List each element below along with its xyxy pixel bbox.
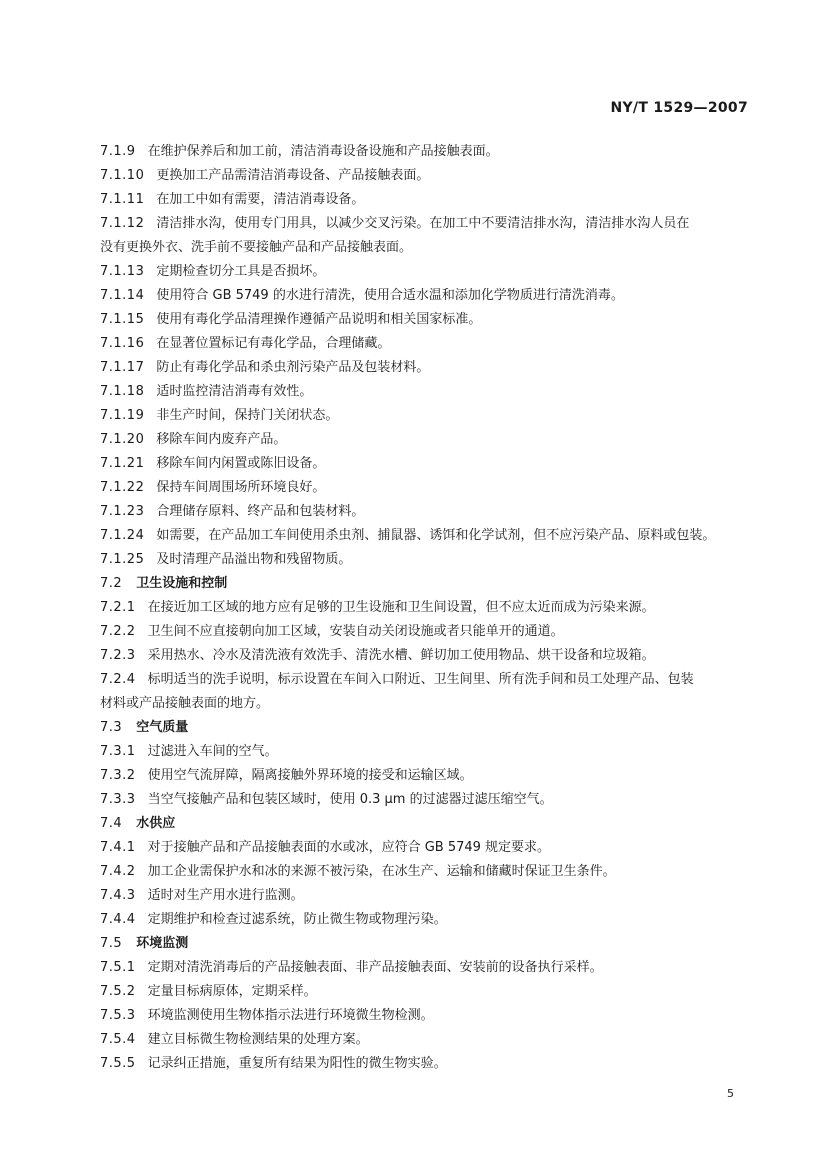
clause bbox=[100, 884, 746, 908]
clause-line bbox=[100, 884, 746, 908]
section-heading bbox=[100, 812, 746, 836]
clause-line bbox=[100, 404, 746, 428]
clause-number: 7.4.4 bbox=[100, 912, 136, 927]
clause-number: 7.1.24 bbox=[100, 528, 145, 543]
clause-number: 7.5.5 bbox=[100, 1056, 136, 1071]
clause-text: 如需要，在产品加工车间使用杀虫剂、捕鼠器、诱饵和化学试剂，但不应污染产品、原料或包装。 bbox=[156, 528, 716, 543]
clause bbox=[100, 908, 746, 932]
clause-number: 7.1.19 bbox=[100, 408, 145, 423]
clause-text: 清洁排水沟，使用专门用具，以减少交叉污染。在加工中不要清洁排水沟，清洁排水沟人员在 bbox=[156, 216, 690, 231]
clause-text: 建立目标微生物检测结果的处理方案。 bbox=[147, 1032, 369, 1047]
clause-number: 7.1.15 bbox=[100, 312, 145, 327]
clause-text: 没有更换外衣、洗手前不要接触产品和产品接触表面。 bbox=[100, 240, 413, 255]
clause-number: 7.4.3 bbox=[100, 888, 136, 903]
clause-line bbox=[100, 788, 746, 812]
clause-number: 7.1.11 bbox=[100, 192, 145, 207]
clause bbox=[100, 356, 746, 380]
heading-text: 卫生设施和控制 bbox=[136, 576, 228, 591]
clause-text: 当空气接触产品和包装区域时，使用 0.3 μm 的过滤器过滤压缩空气。 bbox=[147, 792, 553, 807]
clause-line bbox=[100, 548, 746, 572]
clause-number: 7.2.1 bbox=[100, 600, 136, 615]
clause-line bbox=[100, 836, 746, 860]
clause-line bbox=[100, 596, 746, 620]
clause bbox=[100, 836, 746, 860]
clause-number: 7.4.2 bbox=[100, 864, 136, 879]
clause-text: 记录纠正措施，重复所有结果为阳性的微生物实验。 bbox=[147, 1056, 447, 1071]
heading-text: 空气质量 bbox=[136, 720, 189, 735]
clause bbox=[100, 1004, 746, 1028]
clause-text: 适时对生产用水进行监测。 bbox=[147, 888, 304, 903]
clause-line bbox=[100, 692, 746, 716]
heading-text: 环境监测 bbox=[136, 936, 189, 951]
clause-text: 使用符合 GB 5749 的水进行清洗，使用合适水温和添加化学物质进行清洗消毒。 bbox=[156, 288, 624, 303]
clause-line bbox=[100, 524, 746, 548]
clause-number: 7.5.3 bbox=[100, 1008, 136, 1023]
clause-number: 7.5.4 bbox=[100, 1032, 136, 1047]
clause-number: 7.1.21 bbox=[100, 456, 145, 471]
clause-line bbox=[100, 644, 746, 668]
clause-number: 7.5 bbox=[100, 936, 123, 951]
section-heading bbox=[100, 716, 746, 740]
clause-text: 采用热水、冷水及清洗液有效洗手、清洗水槽、鲜切加工使用物品、烘干设备和垃圾箱。 bbox=[147, 648, 655, 663]
clause-number: 7.2.4 bbox=[100, 672, 136, 687]
clause bbox=[100, 260, 746, 284]
clause-text: 适时监控清洁消毒有效性。 bbox=[156, 384, 313, 399]
clause-text: 防止有毒化学品和杀虫剂污染产品及包装材料。 bbox=[156, 360, 430, 375]
clause-text: 合理储存原料、终产品和包装材料。 bbox=[156, 504, 365, 519]
clause-number: 7.3.3 bbox=[100, 792, 136, 807]
clause-number: 7.5.1 bbox=[100, 960, 136, 975]
clause-line bbox=[100, 284, 746, 308]
clause-number: 7.2.3 bbox=[100, 648, 136, 663]
clause-line bbox=[100, 188, 746, 212]
clause-text: 材料或产品接触表面的地方。 bbox=[100, 696, 270, 711]
clause-text: 移除车间内废弃产品。 bbox=[156, 432, 287, 447]
section-heading bbox=[100, 932, 746, 956]
clause bbox=[100, 428, 746, 452]
clause-line bbox=[100, 140, 746, 164]
clause-number: 7.5.2 bbox=[100, 984, 136, 999]
clause bbox=[100, 452, 746, 476]
clause-text: 使用有毒化学品清理操作遵循产品说明和相关国家标准。 bbox=[156, 312, 482, 327]
clause-number: 7.1.25 bbox=[100, 552, 145, 567]
clause bbox=[100, 740, 746, 764]
document-body bbox=[100, 140, 746, 1076]
clause-line bbox=[100, 476, 746, 500]
clause-text: 定期检查切分工具是否损坏。 bbox=[156, 264, 326, 279]
clause-text: 移除车间内闲置或陈旧设备。 bbox=[156, 456, 326, 471]
clause-text: 保持车间周围场所环境良好。 bbox=[156, 480, 326, 495]
clause-number: 7.1.13 bbox=[100, 264, 145, 279]
clause-text: 在维护保养后和加工前，清洁消毒设备设施和产品接触表面。 bbox=[147, 144, 499, 159]
clause bbox=[100, 668, 746, 716]
clause bbox=[100, 644, 746, 668]
clause bbox=[100, 956, 746, 980]
clause bbox=[100, 476, 746, 500]
clause-text: 加工企业需保护水和冰的来源不被污染，在冰生产、运输和储藏时保证卫生条件。 bbox=[147, 864, 616, 879]
clause bbox=[100, 164, 746, 188]
clause-line bbox=[100, 236, 746, 260]
clause-text: 定期维护和检查过滤系统，防止微生物或物理污染。 bbox=[147, 912, 447, 927]
clause bbox=[100, 980, 746, 1004]
clause-number: 7.1.22 bbox=[100, 480, 145, 495]
clause-line bbox=[100, 980, 746, 1004]
clause bbox=[100, 1028, 746, 1052]
clause-text: 过滤进入车间的空气。 bbox=[147, 744, 278, 759]
clause bbox=[100, 500, 746, 524]
clause-number: 7.1.12 bbox=[100, 216, 145, 231]
clause-line bbox=[100, 452, 746, 476]
clause-line bbox=[100, 356, 746, 380]
clause bbox=[100, 1052, 746, 1076]
clause-line bbox=[100, 932, 746, 956]
clause-number: 7.1.14 bbox=[100, 288, 145, 303]
clause-line bbox=[100, 1004, 746, 1028]
clause-number: 7.4 bbox=[100, 816, 123, 831]
clause-text: 环境监测使用生物体指示法进行环境微生物检测。 bbox=[147, 1008, 434, 1023]
clause-line bbox=[100, 308, 746, 332]
clause-number: 7.3.1 bbox=[100, 744, 136, 759]
clause bbox=[100, 308, 746, 332]
clause bbox=[100, 284, 746, 308]
clause-line bbox=[100, 668, 746, 692]
clause-number: 7.1.17 bbox=[100, 360, 145, 375]
clause-number: 7.3 bbox=[100, 720, 123, 735]
clause-line bbox=[100, 812, 746, 836]
clause-text: 定期对清洗消毒后的产品接触表面、非产品接触表面、安装前的设备执行采样。 bbox=[147, 960, 603, 975]
clause bbox=[100, 788, 746, 812]
heading-text: 水供应 bbox=[136, 816, 176, 831]
clause bbox=[100, 860, 746, 884]
standard-code: NY/T 1529—2007 bbox=[610, 100, 748, 116]
clause-line bbox=[100, 956, 746, 980]
clause-line bbox=[100, 620, 746, 644]
clause-number: 7.1.10 bbox=[100, 168, 145, 183]
clause-line bbox=[100, 860, 746, 884]
clause-text: 在接近加工区域的地方应有足够的卫生设施和卫生间设置，但不应太近而成为污染来源。 bbox=[147, 600, 655, 615]
clause-number: 7.3.2 bbox=[100, 768, 136, 783]
clause-line bbox=[100, 1052, 746, 1076]
clause-line bbox=[100, 740, 746, 764]
page-number: 5 bbox=[727, 1087, 734, 1100]
clause-text: 卫生间不应直接朝向加工区域，安装自动关闭设施或者只能单开的通道。 bbox=[147, 624, 564, 639]
clause-number: 7.2.2 bbox=[100, 624, 136, 639]
clause bbox=[100, 524, 746, 548]
clause bbox=[100, 188, 746, 212]
clause-line bbox=[100, 716, 746, 740]
clause-number: 7.1.20 bbox=[100, 432, 145, 447]
clause-line bbox=[100, 764, 746, 788]
clause-line bbox=[100, 260, 746, 284]
clause-number: 7.1.18 bbox=[100, 384, 145, 399]
clause-line bbox=[100, 380, 746, 404]
clause-text: 使用空气流屏障，隔离接触外界环境的接受和运输区域。 bbox=[147, 768, 473, 783]
clause bbox=[100, 548, 746, 572]
clause bbox=[100, 380, 746, 404]
clause-line bbox=[100, 500, 746, 524]
clause-line bbox=[100, 572, 746, 596]
clause-line bbox=[100, 908, 746, 932]
clause bbox=[100, 404, 746, 428]
clause-text: 标明适当的洗手说明，标示设置在车间入口附近、卫生间里、所有洗手间和员工处理产品、包装 bbox=[147, 672, 694, 687]
clause-line bbox=[100, 164, 746, 188]
clause-number: 7.4.1 bbox=[100, 840, 136, 855]
clause-number: 7.1.9 bbox=[100, 144, 136, 159]
clause bbox=[100, 620, 746, 644]
clause bbox=[100, 332, 746, 356]
clause-text: 更换加工产品需清洁消毒设备、产品接触表面。 bbox=[156, 168, 430, 183]
clause-line bbox=[100, 1028, 746, 1052]
clause-text: 在加工中如有需要，清洁消毒设备。 bbox=[156, 192, 365, 207]
clause-text: 定量目标病原体，定期采样。 bbox=[147, 984, 317, 999]
clause-number: 7.1.23 bbox=[100, 504, 145, 519]
clause-text: 非生产时间，保持门关闭状态。 bbox=[156, 408, 339, 423]
section-heading bbox=[100, 572, 746, 596]
clause-number: 7.2 bbox=[100, 576, 123, 591]
clause bbox=[100, 212, 746, 260]
clause-text: 对于接触产品和产品接触表面的水或冰，应符合 GB 5749 规定要求。 bbox=[147, 840, 551, 855]
clause-line bbox=[100, 428, 746, 452]
clause bbox=[100, 140, 746, 164]
clause bbox=[100, 764, 746, 788]
clause-line bbox=[100, 212, 746, 236]
clause-text: 在显著位置标记有毒化学品，合理储藏。 bbox=[156, 336, 391, 351]
clause-number: 7.1.16 bbox=[100, 336, 145, 351]
clause-text: 及时清理产品溢出物和残留物质。 bbox=[156, 552, 352, 567]
clause bbox=[100, 596, 746, 620]
clause-line bbox=[100, 332, 746, 356]
